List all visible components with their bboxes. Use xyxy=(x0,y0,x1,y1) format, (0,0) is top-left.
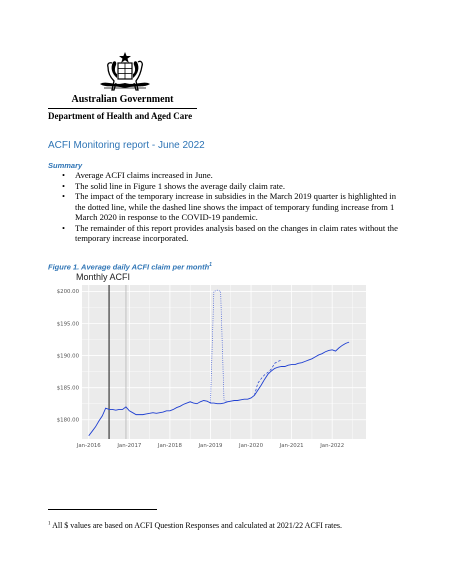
x-tick-label: Jan-2020 xyxy=(239,443,264,449)
figure-caption xyxy=(48,262,212,272)
x-tick-label: Jan-2018 xyxy=(157,443,182,449)
footnote-divider xyxy=(48,509,157,510)
y-tick-label: $180.00 xyxy=(56,417,79,424)
x-tick-label: Jan-2021 xyxy=(279,443,304,449)
summary-point: • The solid line in Figure 1 shows the average daily claim rate. xyxy=(48,181,408,192)
y-tick-label: $185.00 xyxy=(56,385,79,392)
chart-title: Monthly ACFI xyxy=(76,272,131,282)
summary-point: • The remainder of this report provides analysis based on the changes in claim rates without the temporary increase incorporated. xyxy=(48,223,408,244)
footnote-text: All $ values are based on ACFI Question Responses and calculated at 2021/22 ACFI rates. xyxy=(52,521,343,530)
government-name: Australian Government xyxy=(71,94,174,105)
x-tick-label: Jan-2019 xyxy=(198,443,223,449)
summary-point: • Average ACFI claims increased in June. xyxy=(48,170,408,181)
header-divider xyxy=(48,108,197,109)
footnote-marker: 1 xyxy=(48,521,51,527)
footnote-reference: 1 xyxy=(209,262,212,268)
summary-list xyxy=(48,170,408,244)
acfi-line-chart xyxy=(48,282,368,457)
y-tick-label: $200.00 xyxy=(56,289,79,296)
summary-point: • The impact of the temporary increase in subsidies in the March 2019 quarter is highlighted in the dotted line, while the dashed line shows the impact of temporary funding increase from 1 March 2020 in response to the COVID-19 pandemic. xyxy=(48,191,408,223)
plot-panel xyxy=(82,285,366,439)
x-tick-label: Jan-2022 xyxy=(320,443,345,449)
figure-caption-text: Figure 1. Average daily ACFI claim per month xyxy=(48,262,210,272)
report-title: ACFI Monitoring report - June 2022 xyxy=(48,140,205,151)
x-tick-label: Jan-2016 xyxy=(76,443,101,449)
department-name: Department of Health and Aged Care xyxy=(48,111,193,121)
summary-heading: Summary xyxy=(48,161,83,170)
y-tick-label: $190.00 xyxy=(56,353,79,360)
footnote xyxy=(48,521,342,530)
coat-of-arms-icon xyxy=(90,50,160,94)
y-tick-label: $195.00 xyxy=(56,321,79,328)
x-tick-label: Jan-2017 xyxy=(117,443,142,449)
